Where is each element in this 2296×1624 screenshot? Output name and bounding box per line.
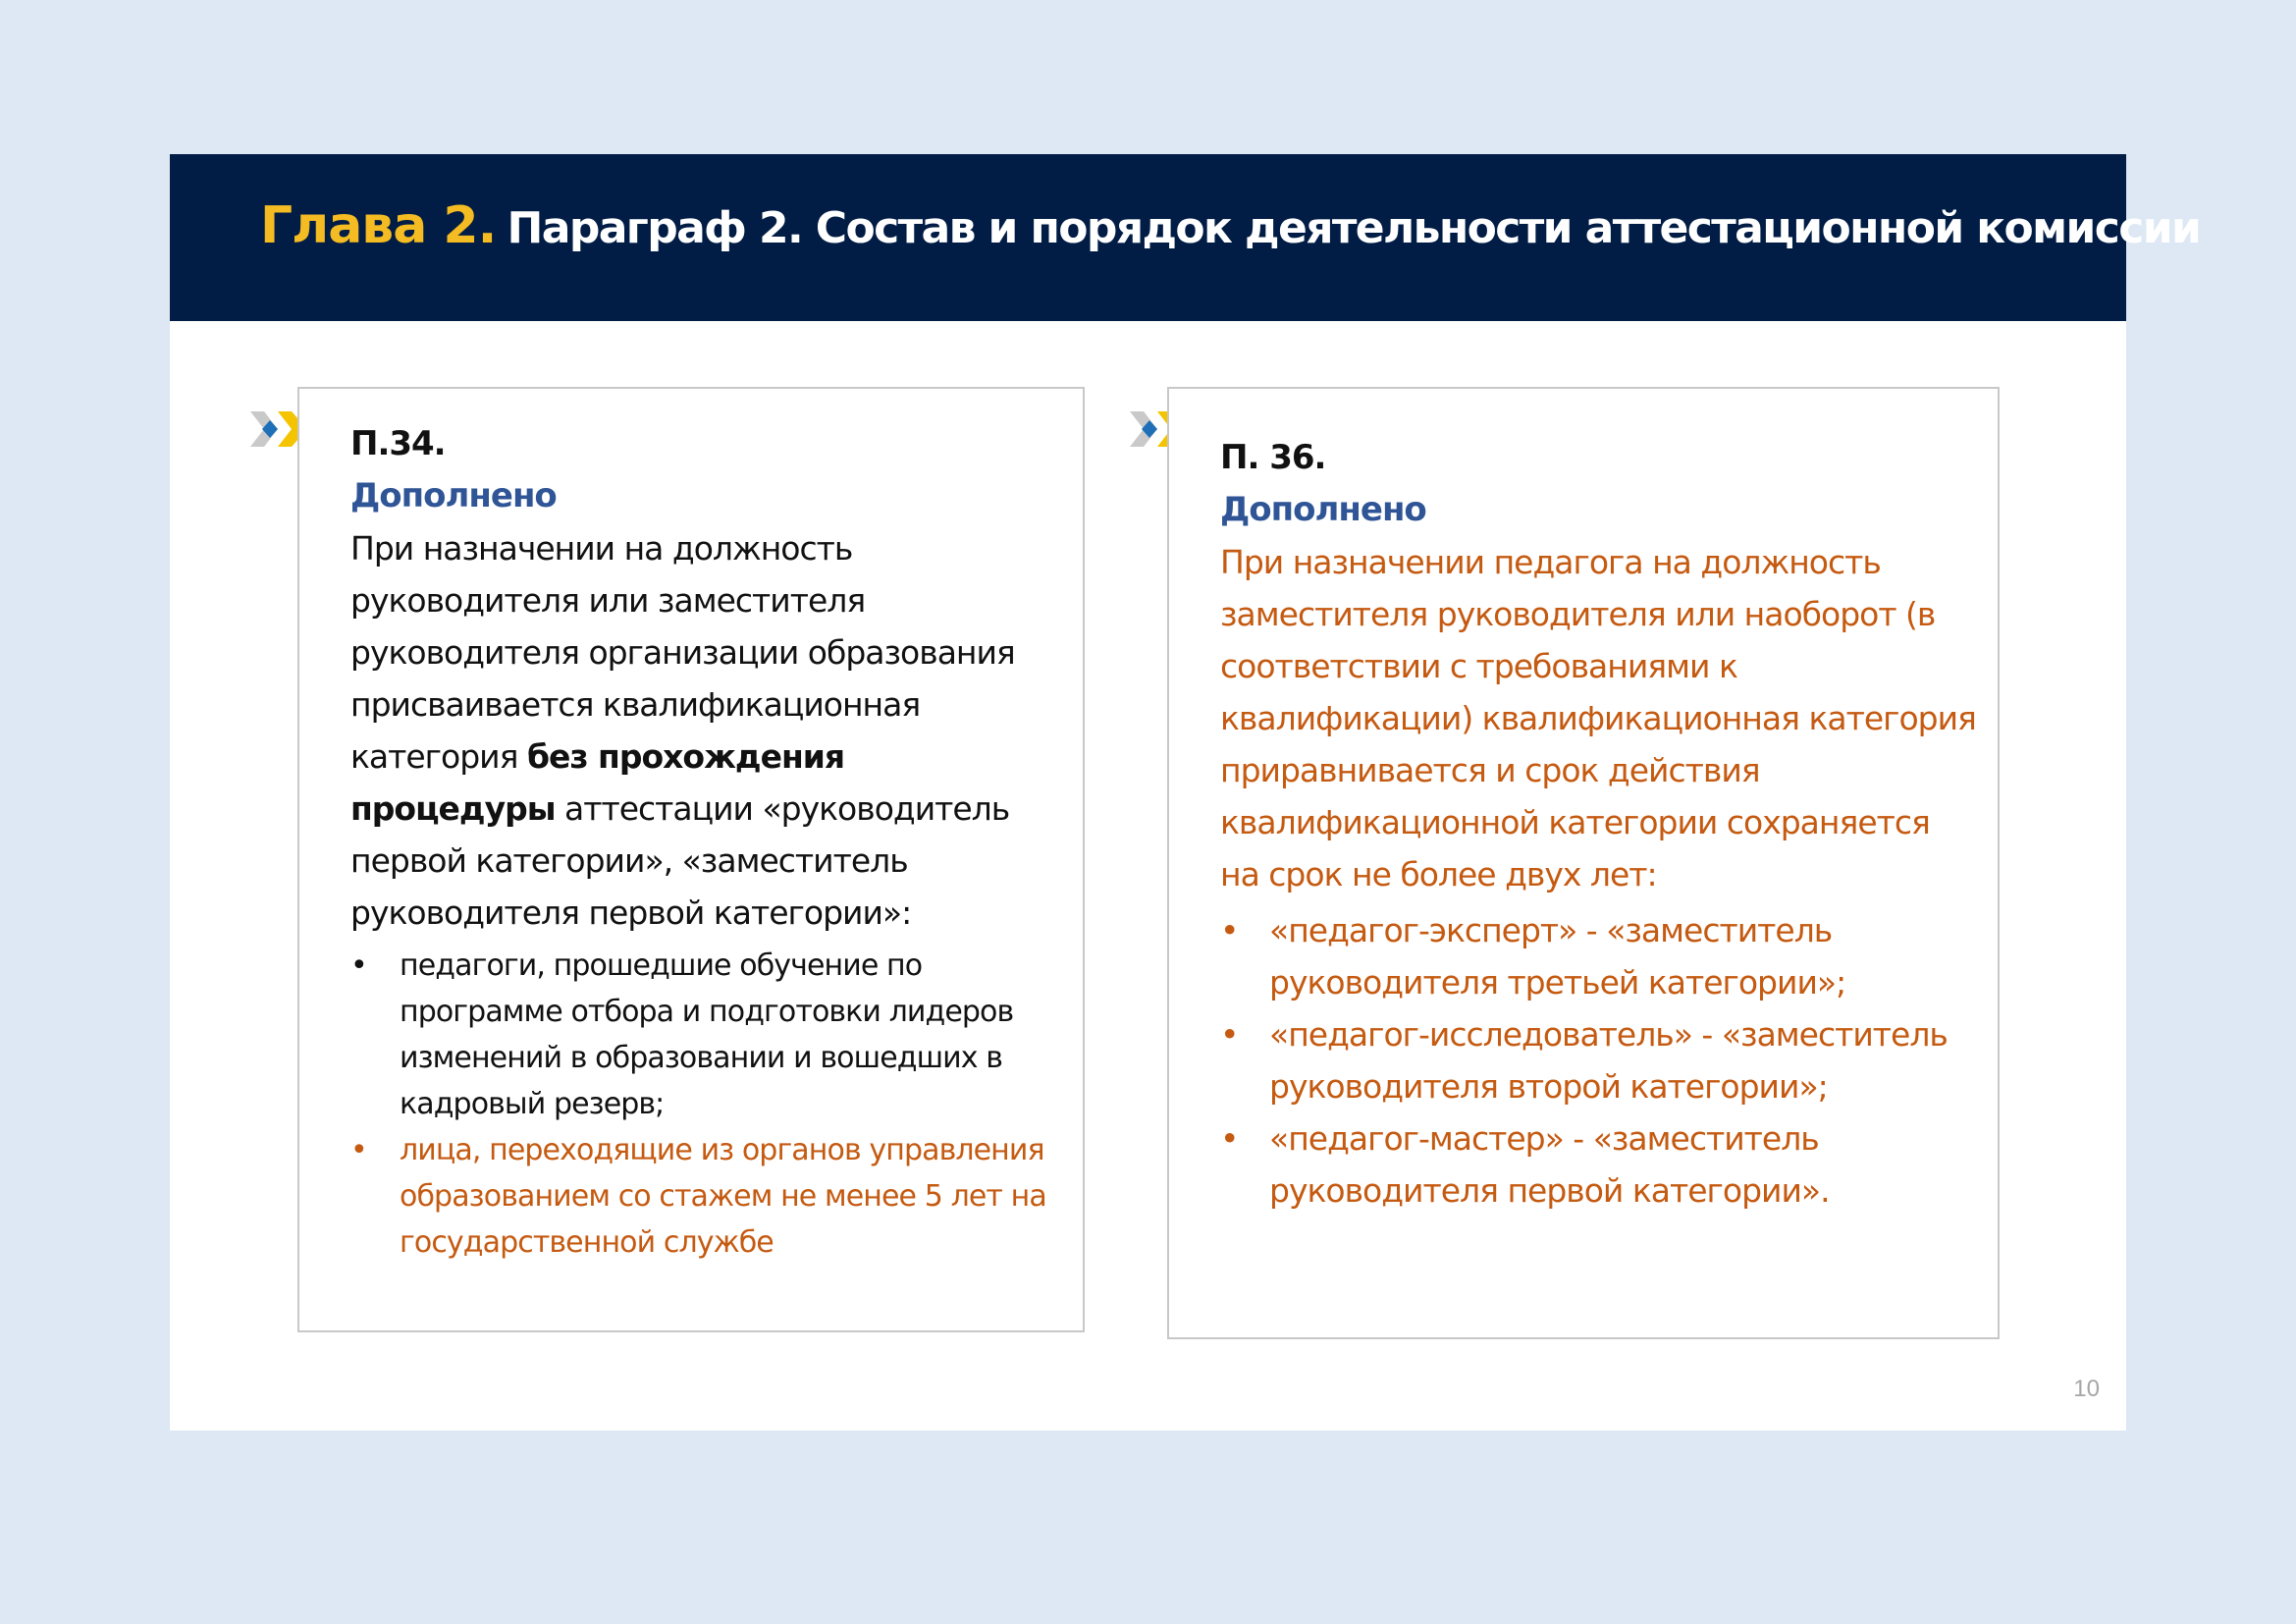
card-content	[350, 418, 1057, 1266]
list-item	[1220, 1112, 1976, 1217]
list-item	[1220, 1008, 1976, 1112]
item-text: При назначении педагога на должность заместителя руководителя или наоборот (в соответствии с требованиями к квалификации) квалификационная категория приравнивается и срок действия квалификационной категории сохраняется на срок не более двух лет:	[1220, 543, 1976, 893]
list-item-text: лица, переходящие из органов управления образованием со стажем не менее 5 лет на государственной службе	[400, 1133, 1046, 1260]
list-item	[1220, 904, 1976, 1008]
item-text-part1: При назначении на должность руководителя или заместителя руководителя организации образования присваивается квалификационная категория	[350, 529, 1015, 776]
bullet-icon: •	[1220, 911, 1239, 949]
item-text-bold: без прохождения процедуры	[350, 737, 845, 828]
paragraph-title: Параграф 2. Состав и порядок деятельности аттестационной комиссии	[507, 203, 2201, 253]
chapter-label: Глава 2.	[260, 196, 497, 255]
bullet-icon: •	[1220, 1119, 1239, 1158]
bullet-icon: •	[350, 1133, 367, 1167]
list-item-text: «педагог-эксперт» - «заместитель руководителя третьей категории»;	[1269, 911, 1846, 1001]
item-number: П. 36.	[1220, 438, 1326, 477]
slide-header	[170, 154, 2201, 321]
bullet-list	[350, 943, 1057, 1266]
status-label: Дополнено	[350, 476, 557, 515]
card-item-34	[297, 387, 1085, 1332]
slide-title	[260, 195, 2200, 256]
list-item-text: педагоги, прошедшие обучение по программе отбора и подготовки лидеров изменений в образовании и вошедших в кадровый резерв;	[400, 948, 1014, 1121]
list-item	[350, 1127, 1057, 1266]
card-content	[1220, 432, 1976, 1217]
status-label: Дополнено	[1220, 490, 1426, 529]
item-number: П.34.	[350, 424, 446, 463]
bullet-list	[1220, 904, 1976, 1217]
item-text-part2: аттестации «руководитель первой категории», «заместитель руководителя первой категории»:	[350, 789, 1010, 932]
bullet-icon: •	[350, 948, 367, 983]
slide	[170, 154, 2201, 1431]
item-text	[350, 522, 1057, 939]
list-item-text: «педагог-исследователь» - «заместитель руководителя второй категории»;	[1269, 1015, 1948, 1106]
bullet-icon: •	[1220, 1015, 1239, 1054]
list-item	[350, 943, 1057, 1127]
list-item-text: «педагог-мастер» - «заместитель руководителя первой категории».	[1269, 1119, 1830, 1210]
card-item-36	[1167, 387, 2000, 1339]
page-number: 10	[2073, 1376, 2100, 1402]
